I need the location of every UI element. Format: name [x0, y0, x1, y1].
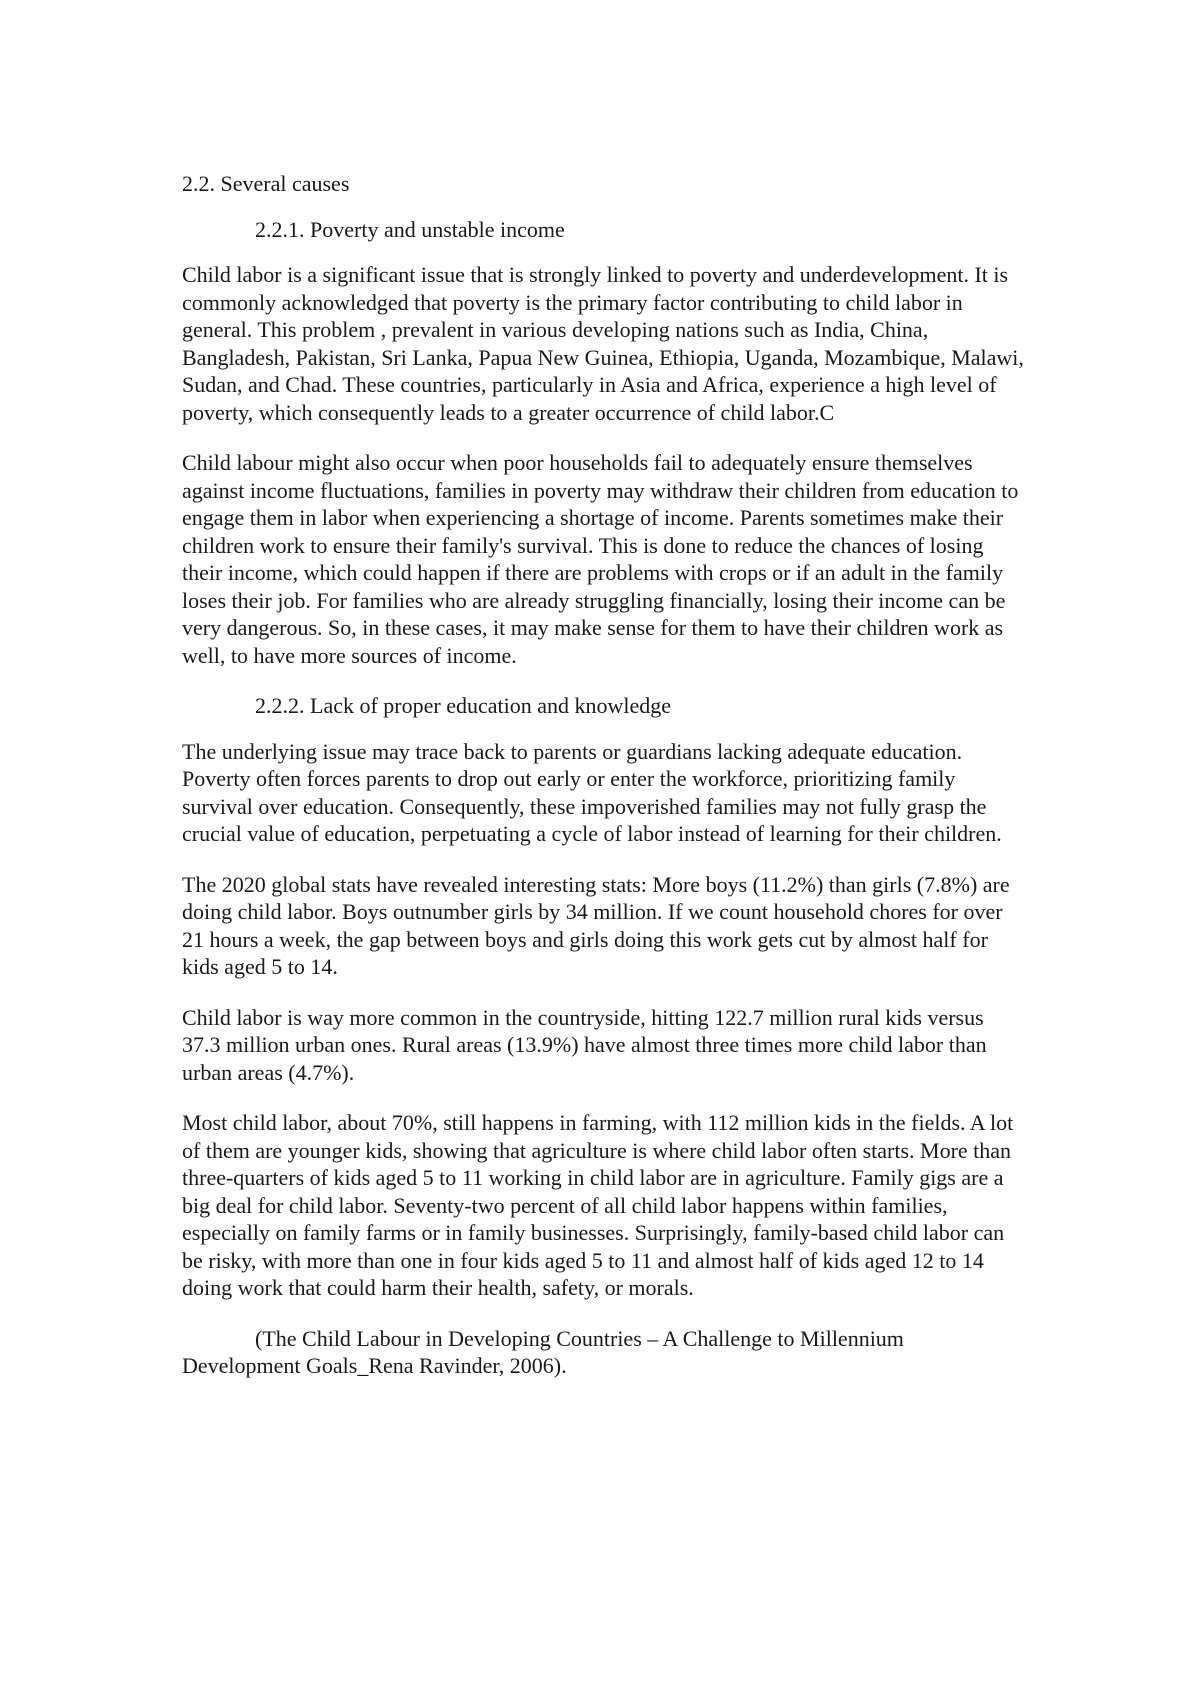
- citation: (The Child Labour in Developing Countries – A Challenge to Millennium Development Goals_Rena Ravinder, 2006).: [182, 1325, 904, 1378]
- paragraph-gender-stats: The 2020 global stats have revealed interesting stats: More boys (11.2%) than girls (7.8%) are doing child labor. Boys outnumber girls by 34 million. If we count household chores for over 21 hours a week, the gap between boys and girls doing this work gets cut by almost half for kids aged 5 to 14.: [182, 871, 1010, 979]
- paragraph-rural-urban: Child labor is way more common in the countryside, hitting 122.7 million rural kids versus 37.3 million urban ones. Rural areas (13.9%) have almost three times more child labor than urban areas (4.7%).: [182, 1004, 987, 1085]
- paragraph-parent-education: The underlying issue may trace back to parents or guardians lacking adequate education. Poverty often forces parents to drop out early or enter the workforce, prioritizing family survival over education. Consequently, these impoverished families may not fully grasp the crucial value of education, perpetuating a cycle of labor instead of learning for their children.: [182, 738, 1002, 846]
- subsection-heading-poverty: 2.2.1. Poverty and unstable income: [255, 216, 565, 242]
- subsection-heading-education: 2.2.2. Lack of proper education and knowledge: [255, 693, 672, 718]
- paragraph-agriculture: Most child labor, about 70%, still happens in farming, with 112 million kids in the fields. A lot of them are younger kids, showing that agriculture is where child labor often starts. More than three-quarters of kids aged 5 to 11 working in child labor are in agriculture. Family gigs are a big deal for child labor. Seventy-two percent of all child labor happens within families, especially on family farms or in family businesses. Surprisingly, family-based child labor can be risky, with more than one in four kids aged 5 to 11 and almost half of kids aged 12 to 14 doing work that could harm their health, safety, or morals.: [182, 1110, 1014, 1300]
- document-body: [182, 170, 1027, 1380]
- paragraph-poverty-overview: Child labor is a significant issue that is strongly linked to poverty and underdevelopment. It is commonly acknowledged that poverty is the primary factor contributing to child labor in general. This problem , prevalent in various developing nations such as India, China, Bangladesh, Pakistan, Sri Lanka, Papua New Guinea, Ethiopia, Uganda, Mozambique, Malawi, Sudan, and Chad. These countries, particularly in Asia and Africa, experience a high level of poverty, which consequently leads to a greater occurrence of child labor.C: [182, 262, 1024, 425]
- paragraph-income-fluctuations: Child labour might also occur when poor households fail to adequately ensure themselves against income fluctuations, families in poverty may withdraw their children from education to engage them in labor when experiencing a shortage of income. Parents sometimes make their children work to ensure their family's survival. This is done to reduce the chances of losing their income, which could happen if there are problems with crops or if an adult in the family loses their job. For families who are already struggling financially, losing their income can be very dangerous. So, in these cases, it may make sense for them to have their children work as well, to have more sources of income.: [182, 450, 1019, 668]
- section-heading: 2.2. Several causes: [182, 171, 350, 196]
